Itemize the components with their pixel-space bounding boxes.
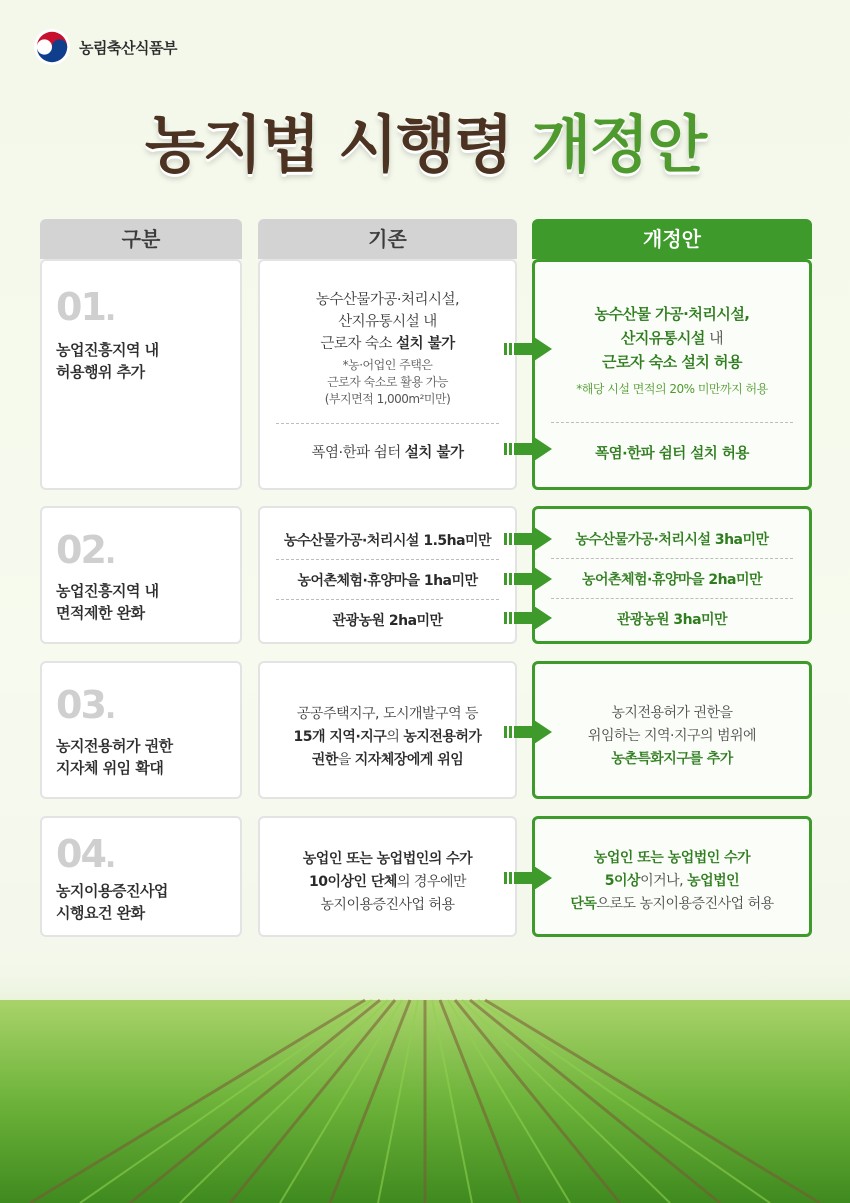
row2-number: 02. xyxy=(56,528,115,572)
row2-category-card xyxy=(40,506,242,644)
row4-revision-text: 농업인 또는 농업법인 수가 5이상이거나, 농업법인 단독으로도 농지이용증진사업 허용 xyxy=(570,850,774,912)
row1-revision-card xyxy=(532,259,812,490)
row4-category-card xyxy=(40,816,242,937)
row2-revision-card xyxy=(532,506,812,644)
arrow-right-icon xyxy=(504,336,554,362)
divider xyxy=(276,423,499,424)
row3-number: 03. xyxy=(56,683,115,727)
row1-revision-b: 폭염·한파 쉼터 설치 허용 xyxy=(595,446,749,462)
header-category: 구분 xyxy=(40,219,242,259)
row4-number: 04. xyxy=(56,832,115,876)
row2-revision-2: 농어촌체험·휴양마을 2ha미만 xyxy=(581,572,763,588)
header-existing: 기존 xyxy=(258,219,517,259)
divider xyxy=(551,558,793,559)
row2-existing-2: 농어촌체험·휴양마을 1ha미만 xyxy=(297,573,478,589)
row3-revision-card xyxy=(532,661,812,799)
title-part1: 농지법 시행령 xyxy=(144,108,512,181)
ministry-logo xyxy=(33,28,177,66)
row1-existing-card xyxy=(258,259,517,490)
row2-revision-3: 관광농원 3ha미만 xyxy=(616,612,728,628)
row1-category-card xyxy=(40,259,242,490)
row4-existing-text: 농업인 또는 농업법인의 수가 10이상인 단체의 경우에만 농지이용증진사업 허용 xyxy=(302,851,473,913)
arrow-right-icon xyxy=(504,436,554,462)
row1-label: 농업진흥지역 내 허용행위 추가 xyxy=(56,341,159,381)
row3-existing-card xyxy=(258,661,517,799)
title-part2: 개정안 xyxy=(531,108,706,181)
row2-existing-1: 농수산물가공·처리시설 1.5ha미만 xyxy=(283,533,492,549)
row4-revision-card xyxy=(532,816,812,937)
row1-existing-main: 농수산물가공·처리시설, 산지유통시설 내 근로자 숙소 설치 불가 xyxy=(315,292,460,352)
taegeuk-icon xyxy=(33,28,71,66)
arrow-right-icon xyxy=(504,719,554,745)
row4-label: 농지이용증진사업 시행요건 완화 xyxy=(56,882,168,922)
row2-label: 농업진흥지역 내 면적제한 완화 xyxy=(56,582,159,622)
row3-existing-text: 공공주택지구, 도시개발구역 등 15개 지역·지구의 농지전용허가 권한을 지자체장에게 위임 xyxy=(293,706,482,768)
row3-label: 농지전용허가 권한 지자체 위임 확대 xyxy=(56,737,173,777)
row1-existing-note: *농·어업인 주택은 근로자 숙소로 활용 가능 (부지면적 1,000m²미만) xyxy=(324,358,451,406)
arrow-right-icon xyxy=(504,526,554,552)
row1-existing-b: 폭염·한파 쉼터 설치 불가 xyxy=(311,445,464,461)
arrow-right-icon xyxy=(504,566,554,592)
row2-existing-3: 관광농원 2ha미만 xyxy=(332,613,443,629)
divider xyxy=(551,422,793,423)
row1-number: 01. xyxy=(56,285,115,329)
row3-category-card xyxy=(40,661,242,799)
divider xyxy=(551,598,793,599)
ministry-name: 농림축산식품부 xyxy=(79,38,177,57)
row4-existing-card xyxy=(258,816,517,937)
row1-revision-note: *해당 시설 면적의 20% 미만까지 허용 xyxy=(576,382,768,396)
page-title xyxy=(0,95,850,184)
row2-revision-1: 농수산물가공·처리시설 3ha미만 xyxy=(575,532,769,548)
arrow-right-icon xyxy=(504,605,554,631)
arrow-right-icon xyxy=(504,865,554,891)
divider xyxy=(276,599,499,600)
row3-revision-text: 농지전용허가 권한을 위임하는 지역·지구의 범위에 농촌특화지구를 추가 xyxy=(587,705,757,767)
crop-field-image xyxy=(0,960,850,1203)
row1-revision-main: 농수산물 가공·처리시설, 산지유통시설 내 근로자 숙소 설치 허용 xyxy=(594,305,750,371)
divider xyxy=(276,559,499,560)
row2-existing-card xyxy=(258,506,517,644)
header-revision: 개정안 xyxy=(532,219,812,259)
